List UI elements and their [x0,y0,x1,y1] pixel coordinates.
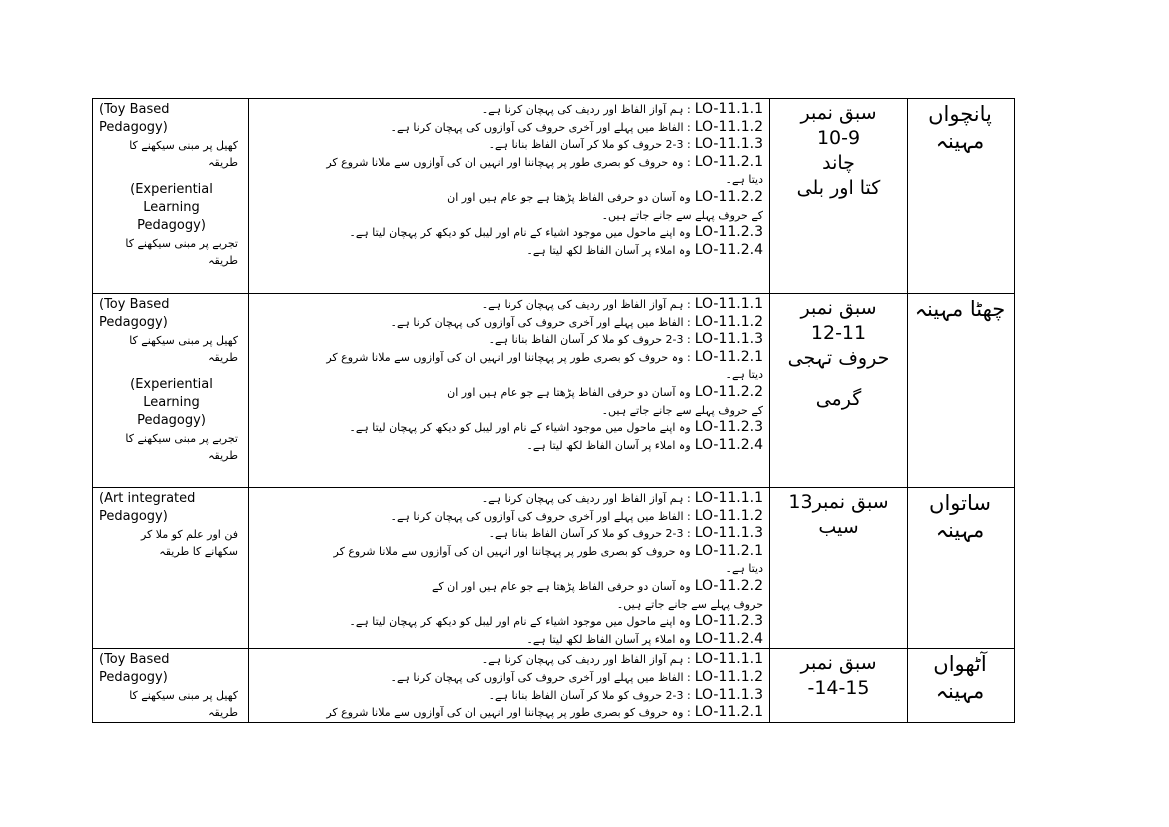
outcome-text: وہ اپنے ماحول میں موجود اشیاء کے نام اور لیبل کو دیکھ کر پہچان لیتا ہے۔ [349,615,691,629]
outcome-code: LO-11.2.2 [694,383,763,400]
pedagogy-urdu-label: کھیل پر مبنی سیکھنے کا [129,139,238,152]
month-label: آٹھواں [933,652,987,677]
learning-outcomes-cell [249,99,770,294]
learning-outcome-line [255,171,763,189]
outcome-code: LO-11.1.1 [694,490,763,506]
outcome-code: LO-11.1.2 [694,118,763,135]
lesson-cell [770,488,908,649]
outcome-text: دیتا ہے۔ [725,173,763,187]
table-row [93,649,1015,722]
outcome-text: حروف پہلے سے جانے جاتے ہیں۔ [616,597,763,611]
month-label: ساتواں [929,491,991,515]
learning-outcome-line [255,704,763,722]
outcome-code: LO-11.1.3 [694,136,763,153]
outcome-code: LO-11.1.3 [694,331,763,348]
lesson-text: سبق نمبر [800,297,877,319]
pedagogy-cell [93,649,249,722]
learning-outcome-line [255,331,763,349]
pedagogy-urdu-label: سکھانے کا طریقہ [159,545,238,558]
pedagogy-urdu-label: طریقہ [208,254,238,267]
learning-outcome-line [255,578,763,596]
pedagogy-urdu-label: طریقہ [208,156,238,169]
lesson-text: سبق نمبر [800,652,877,675]
month-label: مہینہ [935,518,985,542]
outcome-code: LO-11.1.1 [694,296,763,312]
outcome-code: LO-11.2.1 [694,704,763,721]
learning-outcome-line [255,224,763,242]
lesson-text: 14-15- [807,677,870,700]
lesson-text: حروف تہجی [787,347,890,369]
outcome-code: LO-11.2.3 [694,419,763,436]
learning-outcome-line [255,687,763,705]
pedagogy-english-label: Learning [143,200,200,215]
learning-outcome-line [255,119,763,137]
pedagogy-urdu-label: کھیل پر مبنی سیکھنے کا [129,334,238,347]
outcome-text: دیتا ہے۔ [725,562,763,576]
outcome-text: وہ اپنے ماحول میں موجود اشیاء کے نام اور لیبل کو دیکھ کر پہچان لیتا ہے۔ [349,226,691,240]
spacer [99,366,244,376]
lesson-text: سیب [818,516,859,538]
pedagogy-urdu-label: طریقہ [208,351,238,364]
learning-outcome-line [255,189,763,207]
outcome-text: کے حروف پہلے سے جانے جاتے ہیں۔ [601,208,763,222]
pedagogy-english-label: Pedagogy) [99,315,168,330]
outcome-text: : الفاظ میں پہلے اور آخری حروف کی آوازوں کی پہچان کرنا ہے۔ [390,670,691,684]
pedagogy-english-label: (Experiential [130,182,213,197]
outcome-text: : 2-3 حروف کو ملا کر آسان الفاظ بنانا ہے۔ [488,138,691,152]
table-row [93,294,1015,488]
learning-outcome-line [255,669,763,687]
outcome-text: : 2-3 حروف کو ملا کر آسان الفاظ بنانا ہے۔ [488,527,691,541]
outcome-code: LO-11.2.3 [694,613,763,630]
lesson-text: گرمی [815,388,862,410]
month-cell [908,488,1015,649]
lesson-text: سبق نمبر13 [788,491,889,513]
lesson-text: سبق نمبر [800,102,877,124]
lesson-text: کتا اور بلی [796,177,881,199]
outcome-text: وہ املاء پر آسان الفاظ لکھ لیتا ہے۔ [526,243,691,257]
table-row [93,99,1015,294]
learning-outcome-line [255,437,763,455]
outcome-code: LO-11.2.1 [694,542,763,559]
pedagogy-urdu-label: فن اور علم کو ملا کر [140,528,238,541]
pedagogy-english-label: Pedagogy) [137,413,206,428]
outcome-text: : الفاظ میں پہلے اور آخری حروف کی آوازوں کی پہچان کرنا ہے۔ [390,315,691,329]
pedagogy-english-label: (Toy Based [99,297,170,312]
month-cell [908,99,1015,294]
pedagogy-english-label: Pedagogy) [99,509,168,524]
outcome-text: وہ آسان دو حرفی الفاظ پڑھتا ہے جو عام ہیں اور ان کے [431,579,691,593]
learning-outcome-line [255,349,763,367]
outcome-text: : 2-3 حروف کو ملا کر آسان الفاظ بنانا ہے۔ [488,333,691,347]
learning-outcome-line [255,596,763,614]
lesson-cell [770,99,908,294]
lesson-cell [770,649,908,722]
outcome-text: : ہم آواز الفاظ اور ردیف کی پہچان کرنا ہے۔ [481,103,691,116]
outcome-text: وہ آسان دو حرفی الفاظ پڑھتا ہے جو عام ہیں اور ان [447,190,691,204]
outcome-code: LO-11.1.1 [694,651,763,668]
pedagogy-english-label: Pedagogy) [99,120,168,135]
learning-outcome-line [255,613,763,631]
learning-outcome-line [255,207,763,225]
outcome-text: دیتا ہے۔ [725,368,763,382]
learning-outcome-line [255,490,763,508]
learning-outcome-line [255,296,763,314]
pedagogy-urdu-label: طریقہ [208,449,238,462]
month-cell [908,649,1015,722]
learning-outcomes-cell [249,294,770,488]
pedagogy-cell [93,294,249,488]
learning-outcome-line [255,651,763,669]
learning-outcome-line [255,154,763,172]
outcome-code: LO-11.2.4 [694,436,763,453]
outcome-text: وہ اپنے ماحول میں موجود اشیاء کے نام اور لیبل کو دیکھ کر پہچان لیتا ہے۔ [349,421,691,435]
pedagogy-english-label: (Experiential [130,377,213,392]
spacer [99,171,244,181]
learning-outcome-line [255,136,763,154]
outcome-code: LO-11.1.2 [694,507,763,524]
pedagogy-urdu-label: کھیل پر مبنی سیکھنے کا [129,689,238,703]
learning-outcome-line [255,525,763,543]
outcome-text: : ہم آواز الفاظ اور ردیف کی پہچان کرنا ہے۔ [481,653,691,667]
outcome-text: : ہم آواز الفاظ اور ردیف کی پہچان کرنا ہے۔ [481,492,691,505]
outcome-code: LO-11.2.2 [694,188,763,205]
pedagogy-english-label: (Toy Based [99,652,170,668]
pedagogy-english-label: Pedagogy) [99,670,168,686]
outcome-text: وہ آسان دو حرفی الفاظ پڑھتا ہے جو عام ہیں اور ان [447,385,691,399]
outcome-code: LO-11.2.4 [694,241,763,258]
outcome-code: LO-11.1.1 [694,101,763,117]
learning-outcomes-cell [249,488,770,649]
learning-outcome-line [255,314,763,332]
learning-outcome-line [255,543,763,561]
outcome-text: : 2-3 حروف کو ملا کر آسان الفاظ بنانا ہے۔ [488,688,691,702]
outcome-text: وہ املاء پر آسان الفاظ لکھ لیتا ہے۔ [526,438,691,452]
pedagogy-english-label: Pedagogy) [137,218,206,233]
table-row [93,488,1015,649]
lesson-text: چاند [822,152,855,174]
month-label: مہینہ [935,679,985,704]
learning-outcome-line [255,419,763,437]
outcome-text: : وہ حروف کو بصری طور پر پہچاننا اور انہیں ان کی آوازوں سے ملانا شروع کر [326,155,691,169]
month-label: پانچواں [928,102,992,126]
learning-outcome-line [255,631,763,649]
learning-outcomes-cell [249,649,770,722]
outcome-text: : وہ حروف کو بصری طور پر پہچاننا اور انہیں ان کی آوازوں سے ملانا شروع کر [326,350,691,364]
pedagogy-urdu-label: طریقہ [208,706,238,720]
pedagogy-urdu-label: تجربے پر مبنی سیکھنے کا [125,237,238,250]
learning-outcome-line [255,242,763,260]
pedagogy-cell [93,488,249,649]
outcome-code: LO-11.2.3 [694,224,763,241]
lesson-text: 10-9 [816,127,861,149]
outcome-text: : وہ حروف کو بصری طور پر پہچاننا اور انہیں ان کی آوازوں سے ملانا شروع کر [326,706,691,720]
outcome-code: LO-11.1.3 [694,525,763,542]
pedagogy-english-label: (Toy Based [99,102,170,117]
outcome-code: LO-11.2.2 [694,577,763,594]
spacer [774,371,903,387]
pedagogy-urdu-label: تجربے پر مبنی سیکھنے کا [125,432,238,445]
outcome-text: وہ املاء پر آسان الفاظ لکھ لیتا ہے۔ [526,632,691,646]
learning-outcome-line [255,101,763,119]
outcome-code: LO-11.1.2 [694,668,763,685]
month-label: مہینہ [935,129,985,153]
learning-outcome-line [255,508,763,526]
pedagogy-cell [93,99,249,294]
outcome-text: : الفاظ میں پہلے اور آخری حروف کی آوازوں کی پہچان کرنا ہے۔ [390,120,691,134]
outcome-text: کے حروف پہلے سے جانے جاتے ہیں۔ [601,403,763,417]
month-label: چھٹا مہینہ [914,297,1006,321]
learning-outcome-line [255,402,763,420]
pedagogy-english-label: (Art integrated [99,491,196,506]
outcome-text: : الفاظ میں پہلے اور آخری حروف کی آوازوں کی پہچان کرنا ہے۔ [390,509,691,523]
outcome-code: LO-11.2.1 [694,348,763,365]
learning-outcome-line [255,384,763,402]
outcome-code: LO-11.2.4 [694,630,763,647]
outcome-text: : ہم آواز الفاظ اور ردیف کی پہچان کرنا ہے۔ [481,298,691,311]
outcome-code: LO-11.1.3 [694,686,763,703]
outcome-code: LO-11.1.2 [694,313,763,330]
curriculum-table [92,98,1015,723]
outcome-code: LO-11.2.1 [694,153,763,170]
learning-outcome-line [255,366,763,384]
month-cell [908,294,1015,488]
lesson-cell [770,294,908,488]
lesson-text: 12-11 [810,322,867,344]
pedagogy-english-label: Learning [143,395,200,410]
learning-outcome-line [255,560,763,578]
outcome-text: وہ حروف کو بصری طور پر پہچاننا اور انہیں ان کی آوازوں سے ملانا شروع کر [333,544,691,558]
